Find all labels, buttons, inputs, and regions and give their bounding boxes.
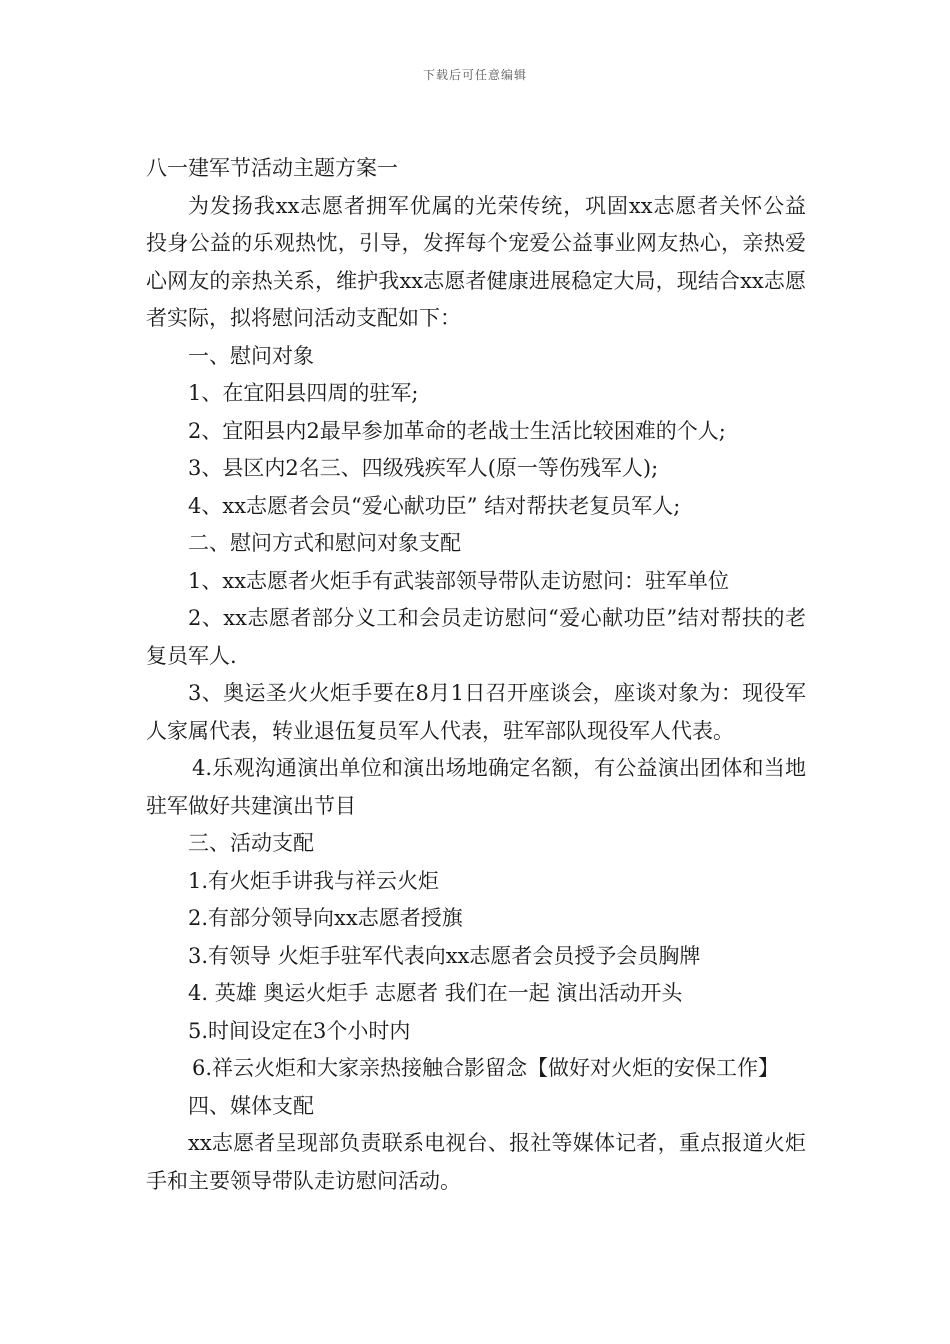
list-item: 6.祥云火炬和大家亲热接触合影留念【做好对火炬的安保工作】 xyxy=(192,1056,780,1080)
section-heading-4: 四、媒体支配 xyxy=(188,1093,314,1118)
section-heading-3: 三、活动支配 xyxy=(188,831,314,855)
list-item: 4、xx志愿者会员“爱心献功臣” 结对帮扶老复员军人; xyxy=(188,493,681,518)
list-item: 1.有火炬手讲我与祥云火炬 xyxy=(188,868,440,893)
page-header-note: 下载后可任意编辑 xyxy=(422,68,527,82)
section-heading-1: 一、慰问对象 xyxy=(188,343,314,368)
list-item: 1、在宜阳县四周的驻军; xyxy=(188,381,419,405)
list-item: 4. 英雄 奥运火炬手 志愿者 我们在一起 演出活动开头 xyxy=(188,981,683,1005)
list-item: 2.有部分领导向xx志愿者授旗 xyxy=(188,906,463,930)
closing-paragraph: xx志愿者呈现部负责联系电视台、报社等媒体记者，重点报道火炬手和主要领导带队走访慰问活动。 xyxy=(146,1131,806,1193)
list-item: 1、xx志愿者火炬手有武装部领导带队走访慰问：驻军单位 xyxy=(188,568,730,593)
intro-paragraph: 为发扬我xx志愿者拥军优属的光荣传统，巩固xx志愿者关怀公益 投身公益的乐观热忱，引导，发挥每个宠爱公益事业网友热心，亲热爱心网友的亲热关系，维护我xx志愿者健康进展稳定大局，现结合xx志愿者实际，拟将慰问活动支配如下： xyxy=(146,193,806,330)
document-title: 八一建军节活动主题方案一 xyxy=(146,156,398,180)
list-item: 2、xx志愿者部分义工和会员走访慰问“爱心献功臣”结对帮扶的老复员军人. xyxy=(146,606,806,668)
section-heading-2: 二、慰问方式和慰问对象支配 xyxy=(188,531,461,555)
list-item: 3.有领导 火炬手驻军代表向xx志愿者会员授予会员胸牌 xyxy=(188,943,701,968)
list-item: 3、县区内2名三、四级残疾军人(原一等伤残军人); xyxy=(188,456,659,480)
list-item: 4.乐观沟通演出单位和演出场地确定名额，有公益演出团体和当地驻军做好共建演出节目 xyxy=(146,756,806,818)
list-item: 3、奥运圣火火炬手要在8月1日召开座谈会，座谈对象为：现役军人家属代表，转业退伍复员军人代表，驻军部队现役军人代表。 xyxy=(146,681,806,743)
list-item: 2、宜阳县内2最早参加革命的老战士生活比较困难的个人; xyxy=(188,418,726,443)
document-body xyxy=(146,150,806,1200)
list-item: 5.时间设定在3个小时内 xyxy=(188,1018,411,1043)
